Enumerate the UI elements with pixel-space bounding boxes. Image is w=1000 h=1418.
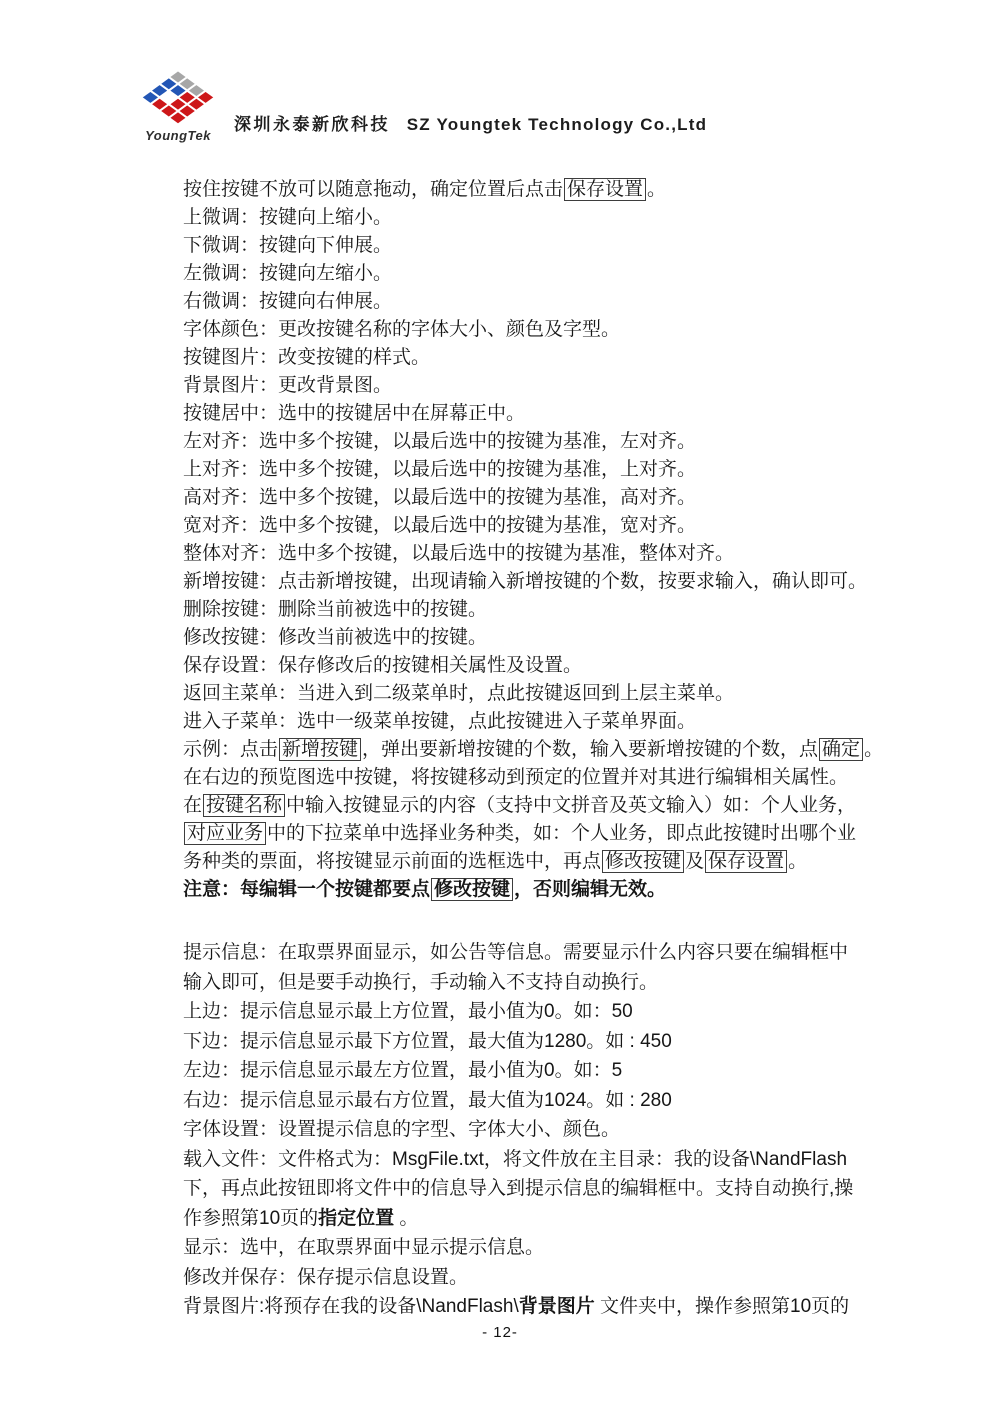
text-run: 整体对齐：选中多个按键，以最后选中的按键为基准，整体对齐。: [183, 543, 735, 564]
boxed-ui-term: 保存设置: [705, 850, 787, 873]
text-run: 左边：提示信息显示最左方位置，最小值为0。如：5: [183, 1060, 623, 1081]
youngtek-diamond-logo-icon: [138, 70, 218, 127]
text-run: 按键图片：改变按键的样式。: [183, 347, 431, 368]
company-name-en: SZ Youngtek Technology Co.,Ltd: [406, 115, 708, 134]
text-line: [183, 968, 893, 998]
text-run: 。: [394, 1207, 419, 1229]
text-run: 返回主菜单：当进入到二级菜单时，点此按键返回到上层主菜单。: [183, 683, 735, 704]
text-run: 背景图片: [518, 1296, 595, 1317]
text-run: 上微调：按键向上缩小。: [183, 207, 393, 228]
text-run: 上对齐：选中多个按键，以最后选中的按键为基准，上对齐。: [183, 459, 697, 480]
text-run: 进入子菜单：选中一级菜单按键，点此按键进入子菜单界面。: [183, 711, 697, 732]
text-line: [183, 428, 893, 456]
text-line: [183, 1086, 893, 1116]
text-run: 背景图片:将预存在我的设备\NandFlash\: [183, 1296, 519, 1317]
text-run: 高对齐：选中多个按键，以最后选中的按键为基准，高对齐。: [183, 487, 697, 508]
instructions-section-message-settings: [183, 938, 893, 1322]
text-run: 。: [864, 739, 884, 760]
text-run: 作参照第10页的: [183, 1207, 319, 1229]
text-line: [183, 568, 893, 596]
text-run: 在右边的预览图选中按键，将按键移动到预定的位置并对其进行编辑相关属性。: [183, 767, 849, 788]
text-line: [183, 232, 893, 260]
logo-wordmark: YoungTek: [145, 128, 211, 143]
document-body: [183, 176, 893, 1322]
text-line: [183, 260, 893, 288]
company-logo: [138, 70, 218, 143]
text-run: 文件夹中，操作参照第10页的: [594, 1296, 850, 1317]
text-run: 在: [183, 795, 203, 816]
text-line: [183, 540, 893, 568]
text-run: 示例：点击: [183, 739, 279, 760]
text-line: [183, 344, 893, 372]
text-run: 按键居中：选中的按键居中在屏幕正中。: [183, 403, 526, 424]
text-run: 新增按键：点击新增按键，出现请输入新增按键的个数，按要求输入，确认即可。: [183, 571, 868, 592]
text-run: 背景图片：更改背景图。: [183, 375, 393, 396]
text-run: 注意：每编辑一个按键都要点: [183, 879, 431, 900]
text-run: ，否则编辑无效。: [514, 879, 667, 900]
text-run: 下边：提示信息显示最下方位置，最大值为1280。如 : 450: [183, 1030, 672, 1052]
text-line: [183, 1056, 893, 1086]
boxed-ui-term: 按键名称: [203, 794, 285, 817]
text-run: 载入文件：文件格式为：MsgFile.txt，将文件放在主目录：我的设备\NandFlash: [183, 1148, 848, 1170]
text-line: [183, 288, 893, 316]
boxed-ui-term: 保存设置: [564, 178, 646, 201]
text-run: 。: [647, 179, 667, 200]
text-line: [183, 372, 893, 400]
text-run: 删除按键：删除当前被选中的按键。: [183, 599, 488, 620]
text-line: [183, 1292, 893, 1322]
text-line: [183, 484, 893, 512]
text-run: 指定位置: [318, 1207, 395, 1229]
text-run: 上边：提示信息显示最上方位置，最小值为0。如：50: [183, 1001, 633, 1022]
company-name: [234, 110, 707, 143]
boxed-ui-term: 修改按键: [602, 850, 684, 873]
text-line: [183, 708, 893, 736]
boxed-ui-term: 新增按键: [279, 738, 361, 761]
text-line: [183, 400, 893, 428]
text-run: 按住按键不放可以随意拖动，确定位置后点击: [183, 179, 564, 200]
text-line: [183, 1115, 893, 1145]
text-run: 中输入按键显示的内容（支持中文拼音及英文输入）如：个人业务，: [286, 795, 857, 816]
boxed-ui-term: 对应业务: [184, 822, 266, 845]
text-run: 务种类的票面，将按键显示前面的选框选中，再点: [183, 851, 602, 872]
boxed-ui-term: 修改按键: [431, 878, 513, 901]
text-line: [183, 1174, 893, 1204]
text-line: [183, 792, 893, 820]
text-line: [183, 848, 893, 876]
text-line: [183, 204, 893, 232]
company-name-cn: 深圳永泰新欣科技: [234, 115, 390, 134]
text-line: [183, 1145, 893, 1175]
text-run: 下，再点此按钮即将文件中的信息导入到提示信息的编辑框中。支持自动换行,操: [183, 1178, 854, 1199]
text-line: [183, 876, 893, 904]
text-run: 保存设置：保存修改后的按键相关属性及设置。: [183, 655, 583, 676]
text-run: 宽对齐：选中多个按键，以最后选中的按键为基准，宽对齐。: [183, 515, 697, 536]
text-run: 中的下拉菜单中选择业务种类，如：个人业务，即点此按键时出哪个业: [267, 823, 857, 844]
text-run: 字体颜色：更改按键名称的字体大小、颜色及字型。: [183, 319, 621, 340]
text-line: [183, 652, 893, 680]
text-run: 修改按键：修改当前被选中的按键。: [183, 627, 488, 648]
text-run: 。: [788, 851, 808, 872]
text-run: 显示：选中，在取票界面中显示提示信息。: [183, 1237, 545, 1258]
text-run: 修改并保存：保存提示信息设置。: [183, 1266, 469, 1288]
text-line: [183, 1233, 893, 1263]
text-line: [183, 176, 893, 204]
text-line: [183, 596, 893, 624]
text-line: [183, 736, 893, 764]
text-line: [183, 316, 893, 344]
text-line: [183, 938, 893, 968]
text-run: 左对齐：选中多个按键，以最后选中的按键为基准，左对齐。: [183, 431, 697, 452]
text-run: 下微调：按键向下伸展。: [183, 235, 393, 256]
instructions-section-button-editing: [183, 176, 893, 904]
text-line: [183, 456, 893, 484]
text-line: [183, 624, 893, 652]
text-line: [183, 764, 893, 792]
text-run: 输入即可，但是要手动换行，手动输入不支持自动换行。: [183, 971, 659, 993]
text-run: 右边：提示信息显示最右方位置，最大值为1024。如 : 280: [183, 1089, 672, 1111]
text-line: [183, 1027, 893, 1057]
boxed-ui-term: 确定: [819, 738, 863, 761]
text-run: 左微调：按键向左缩小。: [183, 263, 393, 284]
page-footer: [0, 1324, 1000, 1341]
text-line: [183, 1204, 893, 1234]
page-number: - 12-: [482, 1324, 518, 1341]
text-run: ，弹出要新增按键的个数，输入要新增按键的个数，点: [362, 739, 819, 760]
text-run: 及: [685, 851, 705, 872]
text-line: [183, 1263, 893, 1293]
text-line: [183, 512, 893, 540]
page-header: [138, 70, 707, 143]
text-run: 右微调：按键向右伸展。: [183, 291, 393, 312]
text-line: [183, 680, 893, 708]
text-line: [183, 820, 893, 848]
text-run: 提示信息：在取票界面显示，如公告等信息。需要显示什么内容只要在编辑框中: [183, 942, 849, 963]
text-line: [183, 997, 893, 1027]
text-run: 字体设置：设置提示信息的字型、字体大小、颜色。: [183, 1119, 621, 1140]
